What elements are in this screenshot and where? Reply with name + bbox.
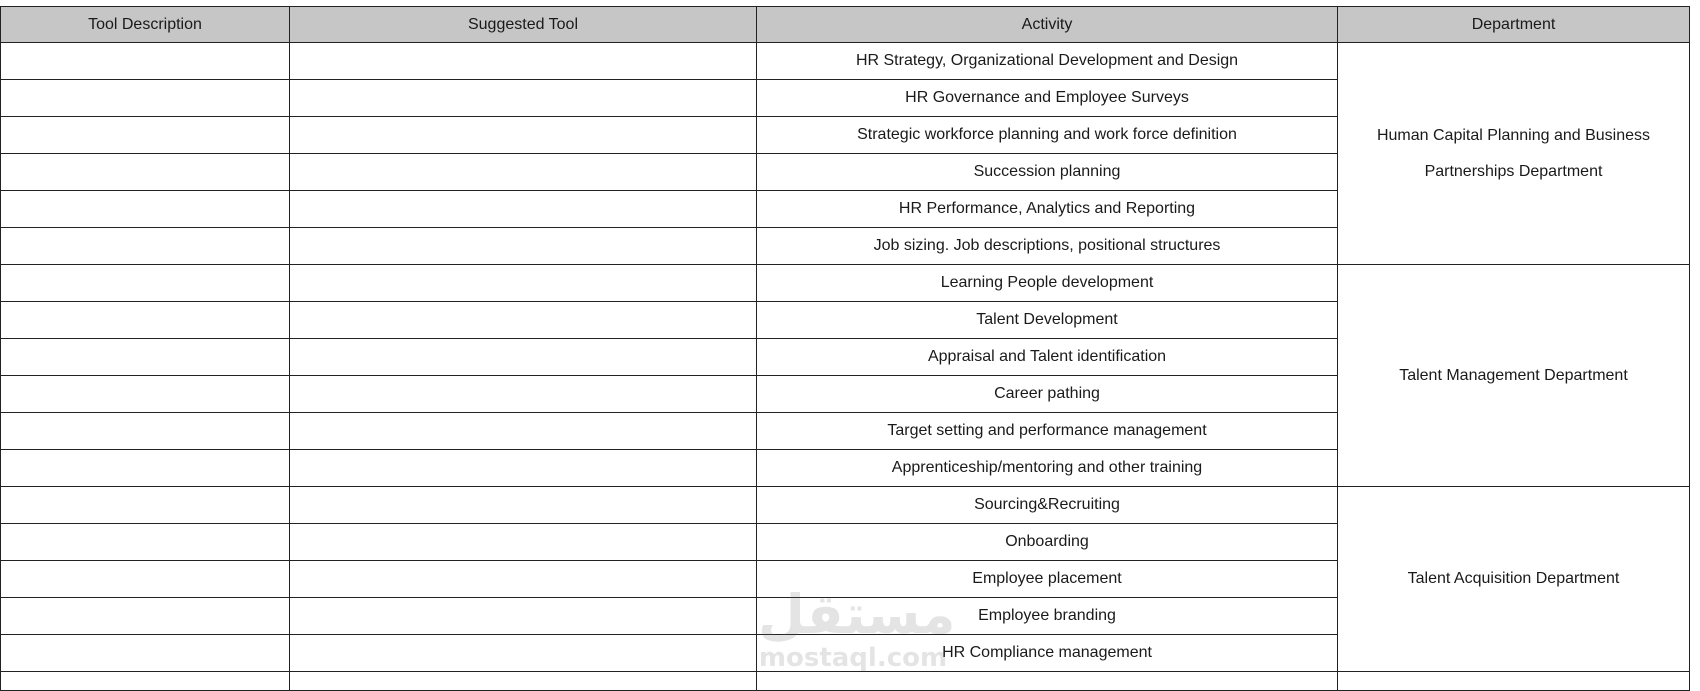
suggested-tool-cell[interactable] (290, 524, 757, 561)
department-cell[interactable]: Talent Acquisition Department (1338, 487, 1690, 672)
tool-description-cell[interactable] (1, 339, 290, 376)
tool-description-cell[interactable] (1, 191, 290, 228)
department-cell[interactable]: Human Capital Planning and Business Partnerships Department (1338, 43, 1690, 265)
tool-description-cell[interactable] (1, 302, 290, 339)
table-row (1, 487, 1690, 524)
header-activity[interactable]: Activity (757, 7, 1338, 43)
tool-description-cell[interactable] (1, 228, 290, 265)
activity-cell[interactable]: Target setting and performance management (757, 413, 1338, 450)
activity-cell[interactable]: Strategic workforce planning and work force definition (757, 117, 1338, 154)
suggested-tool-cell[interactable] (290, 635, 757, 672)
activity-cell[interactable]: Succession planning (757, 154, 1338, 191)
activity-cell[interactable]: HR Strategy, Organizational Development and Design (757, 43, 1338, 80)
tool-description-cell[interactable] (1, 117, 290, 154)
hr-tools-table (0, 6, 1690, 691)
header-department[interactable]: Department (1338, 7, 1690, 43)
table-row (1, 265, 1690, 302)
activity-cell[interactable]: HR Governance and Employee Surveys (757, 80, 1338, 117)
suggested-tool-cell[interactable] (290, 154, 757, 191)
tool-description-cell[interactable] (1, 561, 290, 598)
watermark-latin-text: mostaql.com (758, 643, 948, 673)
activity-cell[interactable]: Employee placement (757, 561, 1338, 598)
suggested-tool-cell[interactable] (290, 487, 757, 524)
suggested-tool-cell[interactable] (290, 450, 757, 487)
suggested-tool-cell[interactable] (290, 228, 757, 265)
tool-description-cell[interactable] (1, 487, 290, 524)
suggested-tool-cell[interactable] (290, 561, 757, 598)
suggested-tool-cell[interactable] (290, 265, 757, 302)
tool-description-cell[interactable] (1, 376, 290, 413)
activity-cell[interactable]: Sourcing&Recruiting (757, 487, 1338, 524)
tool-description-cell[interactable] (1, 43, 290, 80)
suggested-tool-cell[interactable] (290, 43, 757, 80)
activity-cell[interactable]: Talent Development (757, 302, 1338, 339)
activity-cell[interactable]: Appraisal and Talent identification (757, 339, 1338, 376)
activity-cell[interactable]: Career pathing (757, 376, 1338, 413)
tool-description-cell[interactable] (1, 524, 290, 561)
activity-cell[interactable]: HR Compliance management (757, 635, 1338, 672)
suggested-tool-cell[interactable] (290, 376, 757, 413)
suggested-tool-cell[interactable] (290, 80, 757, 117)
suggested-tool-cell[interactable] (290, 339, 757, 376)
activity-cell[interactable]: Learning People development (757, 265, 1338, 302)
header-suggested-tool[interactable]: Suggested Tool (290, 7, 757, 43)
header-tool-description[interactable]: Tool Description (1, 7, 290, 43)
activity-cell[interactable]: Employee branding (757, 598, 1338, 635)
activity-cell[interactable]: Onboarding (757, 524, 1338, 561)
table-row (1, 43, 1690, 80)
tool-description-cell[interactable] (1, 450, 290, 487)
watermark-arabic-text: مستقل (758, 583, 956, 646)
header-row (1, 7, 1690, 43)
suggested-tool-cell[interactable] (290, 191, 757, 228)
tool-description-cell[interactable] (1, 265, 290, 302)
suggested-tool-cell[interactable] (290, 598, 757, 635)
suggested-tool-cell[interactable] (290, 302, 757, 339)
activity-cell[interactable]: Job sizing. Job descriptions, positional structures (757, 228, 1338, 265)
suggested-tool-cell[interactable] (290, 413, 757, 450)
tool-description-cell[interactable] (1, 80, 290, 117)
department-cell[interactable]: Talent Management Department (1338, 265, 1690, 487)
tool-description-cell[interactable] (1, 598, 290, 635)
tool-description-cell[interactable] (1, 635, 290, 672)
suggested-tool-cell[interactable] (290, 117, 757, 154)
tool-description-cell[interactable] (1, 413, 290, 450)
sheet-right-gutter (1690, 0, 1700, 688)
activity-cell[interactable]: Apprenticeship/mentoring and other training (757, 450, 1338, 487)
tool-description-cell[interactable] (1, 154, 290, 191)
activity-cell[interactable]: HR Performance, Analytics and Reporting (757, 191, 1338, 228)
